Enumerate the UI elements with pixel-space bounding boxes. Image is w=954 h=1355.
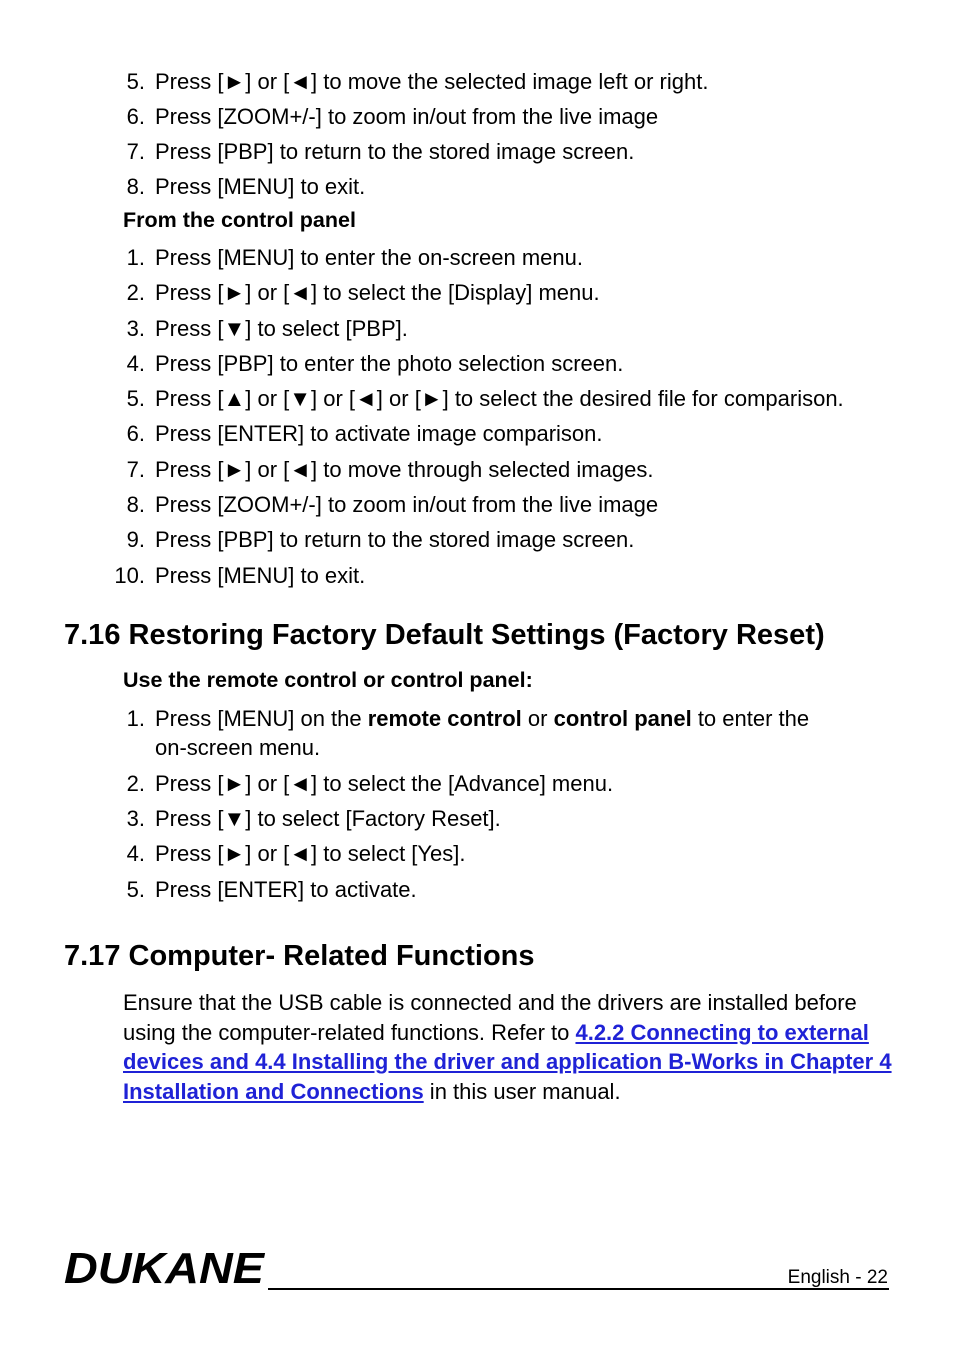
logo-wordmark: DUKANE [64,1245,266,1289]
step-text: Press [►] or [◄] to move the selected image left or right. [155,69,709,94]
step-text: Press [PBP] to return to the stored image screen. [155,527,635,552]
step-number: 8. [126,174,145,199]
step-number: 6. [126,421,145,446]
section-heading-7-16: 7.16 Restoring Factory Default Settings (Factory Reset) [64,619,825,651]
step-text: Press [ENTER] to activate image comparison. [155,421,603,446]
page-number: English - 22 [787,1267,888,1288]
step-number: 5. [126,69,145,94]
step-text: Press [PBP] to return to the stored image screen. [155,139,635,164]
step-number: 5. [126,877,145,902]
step-text: Press [MENU] to enter the on-screen menu. [155,245,583,270]
factory-reset-subheading: Use the remote control or control panel: [123,668,533,692]
remote-control-term: remote control [367,706,522,731]
step-number: 2. [126,771,145,796]
section-heading-7-17: 7.17 Computer- Related Functions [64,940,535,972]
step-text: Press [▲] or [▼] or [◄] or [►] to select the desired file for comparison. [155,386,844,411]
step-number: 8. [126,492,145,517]
control-panel-subheading: From the control panel [123,208,356,232]
control-panel-term: control panel [553,706,692,731]
step-text: Press [►] or [◄] to select [Yes]. [155,841,466,866]
step-text: Press [MENU] on the remote control or control panel to enter the [155,706,810,731]
step-text: Press [▼] to select [PBP]. [155,316,408,341]
step-number: 10. [114,563,145,588]
step-text: Press [MENU] to exit. [155,563,366,588]
step-number: 2. [126,280,145,305]
step-number: 9. [126,527,145,552]
step-number: 1. [126,706,145,731]
step-text: Press [ZOOM+/-] to zoom in/out from the live image [155,492,659,517]
step-number: 5. [126,386,145,411]
step-text: Press [PBP] to enter the photo selection screen. [155,351,624,376]
step-text: Press [►] or [◄] to select the [Advance] menu. [155,771,614,796]
step-number: 4. [126,351,145,376]
step-text: Press [►] or [◄] to select the [Display] menu. [155,280,600,305]
computer-functions-paragraph: Ensure that the USB cable is connected and the drivers are installed before using the computer-related functions. Refer to 4.2.2 Connecting to external devices and 4.4 Installing the driver and application B-Works in Chapter 4 Installation and Connections in this user manual. [123,990,892,1104]
dukane-logo-icon [64,1245,268,1289]
step-text: on-screen menu. [155,735,321,760]
chapter-4-cross-reference-link[interactable]: 4.2.2 Connecting to external devices and 4.4 Installing the driver and application B-Works in Chapter 4 Installation and Connections [123,1019,892,1104]
step-number: 6. [126,104,145,129]
step-text: Press [ZOOM+/-] to zoom in/out from the live image [155,104,659,129]
step-number: 7. [126,139,145,164]
dukane-logo [64,1245,268,1294]
step-text: Press [MENU] to exit. [155,174,366,199]
step-text: Press [►] or [◄] to move through selected images. [155,457,654,482]
step-number: 3. [126,316,145,341]
step-number: 4. [126,841,145,866]
step-number: 3. [126,806,145,831]
step-number: 7. [126,457,145,482]
step-text: Press [▼] to select [Factory Reset]. [155,806,501,831]
step-text: Press [ENTER] to activate. [155,877,417,902]
step-number: 1. [126,245,145,270]
